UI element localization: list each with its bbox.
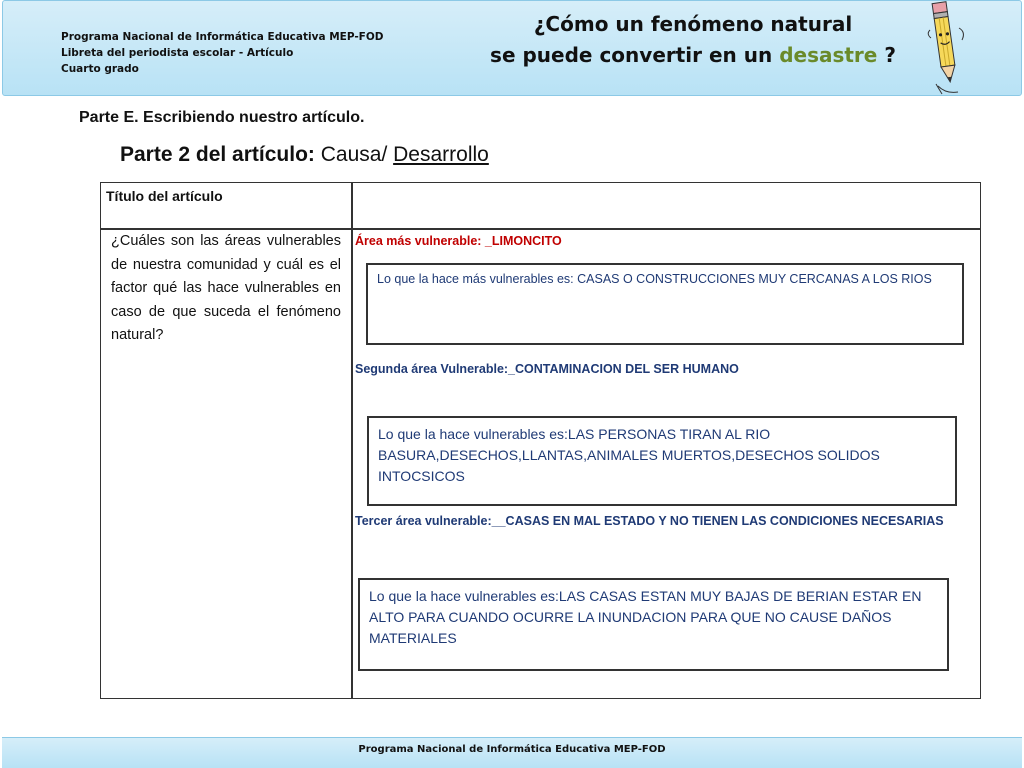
footer-bar — [2, 737, 1022, 768]
org-line-notebook: Libreta del periodista escolar - Artículo — [61, 47, 294, 59]
page-title-line2 — [483, 40, 903, 71]
vulnerable-areas-question: ¿Cuáles son las áreas vulnerables de nuestra comunidad y cuál es el factor qué las hace vulnerables en caso de que suceda el fenómeno natural? — [111, 233, 341, 343]
org-line-grade: Cuarto grado — [61, 63, 139, 75]
article-title-label: Título del artículo — [106, 188, 223, 204]
page-title — [483, 9, 903, 71]
subsection-underlined: Desarrollo — [393, 143, 489, 166]
org-info — [61, 29, 384, 77]
subsection-normal: Causa/ — [314, 143, 394, 166]
page-title-line1: ¿Cómo un fenómeno natural — [533, 12, 853, 36]
org-line-program: Programa Nacional de Informática Educativa MEP-FOD — [61, 31, 384, 43]
footer-text: Programa Nacional de Informática Educativa MEP-FOD — [358, 744, 666, 755]
area-2-label: Segunda área Vulnerable:_CONTAMINACION DEL SER HUMANO — [355, 362, 739, 376]
subsection-bold: Parte 2 del artículo: — [120, 143, 315, 166]
area-2-reason-box: Lo que la hace vulnerables es:LAS PERSONAS TIRAN AL RIO BASURA,DESECHOS,LLANTAS,ANIMALES MUERTOS,DESECHOS SOLIDOS INTOCSICOS — [367, 416, 957, 506]
area-3-reason-box: Lo que la hace vulnerables es:LAS CASAS ESTAN MUY BAJAS DE BERIAN ESTAR EN ALTO PARA CUANDO OCURRE LA INUNDACION PARA QUE NO CAUSE DAÑOS MATERIALES — [358, 578, 949, 671]
article-table — [100, 182, 981, 699]
section-heading: Parte E. Escribiendo nuestro artículo. — [79, 109, 365, 126]
area-3-label: Tercer área vulnerable:__CASAS EN MAL ESTADO Y NO TIENEN LAS CONDICIONES NECESARIAS — [355, 514, 944, 528]
header-banner — [2, 0, 1022, 96]
pencil-character-icon — [922, 0, 972, 98]
subsection-heading — [120, 143, 489, 167]
title-suffix: ? — [877, 43, 896, 67]
area-1-label: Área más vulnerable: _LIMONCITO — [355, 234, 562, 248]
column-divider — [351, 183, 353, 698]
title-prefix: se puede convertir en un — [490, 43, 780, 67]
area-1-reason-box: Lo que la hace más vulnerables es: CASAS O CONSTRUCCIONES MUY CERCANAS A LOS RIOS — [366, 263, 964, 345]
title-highlight: desastre — [779, 43, 878, 67]
